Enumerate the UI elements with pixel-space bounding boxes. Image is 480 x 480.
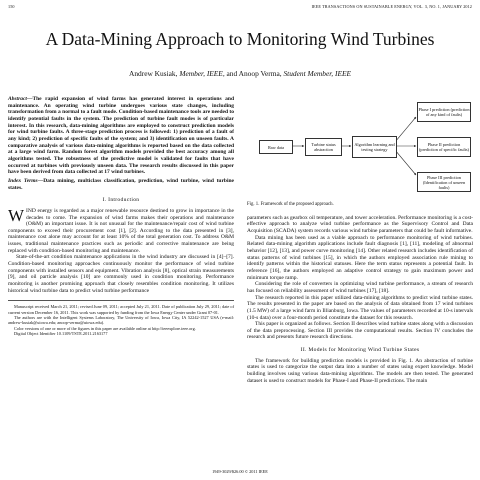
intro-paragraph-1-text: IND energy is regarded as a major renewable resource destined to grow in importance in the decades to come. The expansion of wind farms makes their operations and maintenance (O&M) an important issue. It is not unusual for the maintenance/repair cost of wind turbine components to exceed their procurement cost [1], [2]. According to the data presented in [3], maintenance cost alone may account for at least 10% of the total generation cost. To address O&M issues, traditional maintenance practices such as periodic and corrective maintenance are being replaced with condition-based monitoring and maintenance. (8, 207, 234, 254)
footnote-authors: The authors are with the Intelligent Systems Laboratory, The University of Iowa, Iowa City, IA 52242-1527 USA (e-mail: andrew-kusiak@uiowa.edu; anoop-verma@uiowa.edu). (8, 314, 234, 326)
second-author: and Anoop Verma, (226, 69, 282, 78)
right-column (247, 96, 473, 384)
phase2-box: Phase II prediction (prediction of specific faults) (417, 137, 471, 157)
index-terms-text: —Data mining, multiclass classification, prediction, wind turbine, wind turbine states. (8, 177, 234, 191)
introduction-body (8, 205, 234, 295)
footnote-color: Color versions of one or more of the figures in this paper are available online at http://ieeexplore.ieee.org. (14, 325, 196, 331)
footnotes (8, 300, 234, 336)
right-paragraph-1: parameters such as gearbox oil temperature, and tower acceleration. Performance monitoring is a cost-effective approach to analyze wind turbine performance as the Supervisory Control and Data Acquisition (SCADA) system records various wind turbine parameters that could be fault informative. (247, 214, 473, 234)
index-terms (8, 178, 234, 191)
right-paragraph-6: The framework for building prediction models is provided in Fig. 1. An abstraction of turbine states is used to categorize the output data into a number of states using expert knowledge. Model building involves using various data-mining algorithms. The models are then tested. The generated dataset is used to construct models for Phase-I and Phase-II predictions. The main (247, 357, 473, 384)
left-column (8, 96, 234, 336)
phase3-box: Phase III prediction (Identification of unseen faults) (417, 172, 471, 192)
paper-title: A Data-Mining Approach to Monitoring Wind Turbines (45, 29, 435, 49)
running-header (8, 4, 472, 12)
intro-paragraph-1 (8, 205, 234, 255)
copyright-line: 1949-3029/$26.00 © 2011 IEEE (212, 469, 268, 474)
turbine-status-box: Turbine status abstraction (305, 138, 342, 156)
right-paragraph-4: The research reported in this paper utilized data-mining algorithms to predict wind turbine states. The results presented in the paper are based on the analysis of data obtained from 17 wind turbines (1.5 MW) of a large wind farm in Illianburg, Iowa. The values of parameters recorded at 10-s intervals (10-s data) over a four-month period constitute the dataset for this research. (247, 294, 473, 321)
figure-1-caption: Fig. 1. Framework of the proposed approach. (247, 202, 334, 207)
abstract-text: —The rapid expansion of wind farms has generated interest in operations and maintenance. An operating wind turbine undergoes various state changes, including transformation from a normal to a fault mode. Condition-based maintenance tools are needed to identify potential faults in the system. The prediction of turbine fault modes is of particular interest. In this research, data-mining algorithms are employed to construct prediction models for wind turbine faults. A three-stage prediction process is followed: 1) prediction of a fault of any kind; 2) prediction of specific faults of the system; and 3) identification on unseen faults. A comparative analysis of various data-mining algorithms is reported based on the data collected at a large wind farm. Random forest algorithm models provided the best accuracy among all algorithms tested. The robustness of the predictive model is validated for faults that have occurred at turbines with previously unseen data. The research results discussed in this paper have been derived from data collected at 17 wind turbines. (8, 96, 234, 176)
journal-header: IEEE TRANSACTIONS ON SUSTAINABLE ENERGY, VOL. 3, NO. 1, JANUARY 2012 (311, 4, 472, 9)
algorithm-box: Algorithm learning and testing strategy (352, 136, 397, 158)
section-heading-models: II. Models for Monitoring Wind Turbine States (300, 347, 420, 354)
first-author: Andrew Kusiak, (129, 69, 178, 78)
abstract-label: Abstract (8, 96, 27, 102)
right-paragraph-2: Data mining has been used as a viable approach to performance monitoring of wind turbines. Related data-mining algorithm applications include fault diagnosis [1], [11], modeling of abnormal behavior [12], [13], and power curve monitoring [14]. Other related research includes identification of status patterns of wind turbines [15], in which the authors employed association rule mining to identify patterns within the historical statuses. Here the term status represents a potential fault. In reference [16], the authors employed an adaptive control strategy to gain maximum power and minimum torque ramp. (247, 234, 473, 281)
section-heading-introduction: I. Introduction (102, 197, 140, 204)
right-paragraph-5: This paper is organized as follows. Section II describes wind turbine states along with a discussion of the data preprocessing. Section III provides the computational results. Section IV concludes the research and presents future research directions. (247, 321, 473, 341)
phase1-box: Phase I prediction (prediction of any kind of faults) (417, 102, 471, 122)
first-author-role: Member, IEEE, (179, 69, 225, 78)
second-author-role: Student Member, IEEE (283, 69, 351, 78)
index-terms-label: Index Terms (8, 177, 38, 184)
right-paragraph-3: Considering the role of converters in optimizing wind turbine performance, a stream of research has focused on reliability assessment of wind turbines [17], [18]. (247, 281, 473, 294)
figure-1 (247, 96, 473, 200)
page-number: 150 (8, 4, 15, 9)
abstract (8, 96, 234, 176)
intro-paragraph-2: State-of-the-art condition maintenance applications in the wind industry are discussed in [4]–[7]. Condition-based monitoring approaches continuously monitor the performance of wind turbine components with installed sensors and equipment. Vibration analysis [8], optical strain measurements [9], and oil particle analysis [10] are commonly used in condition monitoring. Performance monitoring is another promising approach that closely resembles condition monitoring. It utilizes historical wind turbine data to predict wind turbine performance (8, 254, 234, 294)
drop-cap: W (8, 205, 25, 225)
footnote-manuscript: Manuscript received March 21, 2011; revised June 09, 2011; accepted July 21, 2011. Date of publication July 29, 2011; date of current version December 16, 2011. This work was supported by funding from the Iowa Energy Center under Grant 07-01. (8, 304, 234, 315)
footnote-doi: Digital Object Identifier 10.1109/TSTE.2011.2163177 (14, 330, 108, 336)
raw-data-box: Raw data (259, 140, 293, 154)
author-line (0, 69, 480, 78)
arrow-algorithm-to-phase3 (395, 150, 416, 175)
arrow-algorithm-to-phase1 (395, 117, 416, 142)
